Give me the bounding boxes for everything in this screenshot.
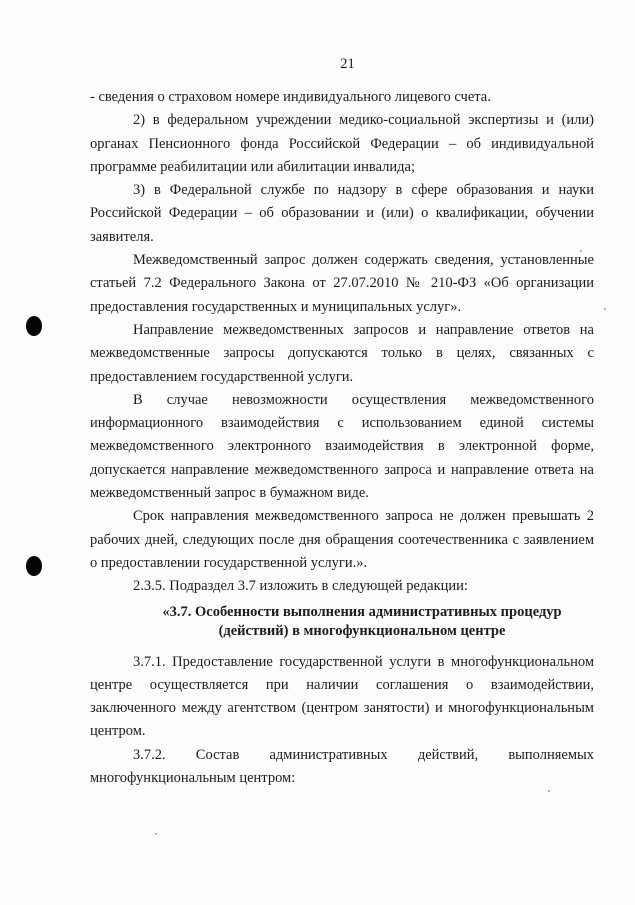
paragraph-3-7-2: 3.7.2. Состав административных действий, выполняемых многофункциональным центром: [90,746,594,787]
paragraph-item-2: 2) в федеральном учреждении медико-социальной экспертизы и (или) органах Пенсионного фонда Российской Федерации – об индивидуальной программе реабилитации или абилитации инвалида; [90,112,594,175]
paragraph-request-deadline: Срок направления межведомственного запроса не должен превышать 2 рабочих дней, следующих после дня обращения соотечественника с заявлением о предоставлении государственной услуги.». [90,508,594,571]
page-number: 21 [340,56,355,72]
scan-speck [155,833,157,835]
scan-speck [604,308,606,310]
document-body [90,86,594,790]
paragraph-3-7-1: 3.7.1. Предоставление государственной услуги в многофункциональном центре осуществляется при наличии соглашения о взаимодействии, заключенного между агентством (центром занятости) и многофункциональным центром. [90,653,594,740]
paragraph-insurance-number: - сведения о страховом номере индивидуального лицевого счета. [90,89,491,105]
paragraph-paper-form: В случае невозможности осуществления межведомственного информационного взаимодействия с использованием единой системы межведомственного электронного взаимодействия в электронной форме, допускается направление межведомственного запроса и направление ответа на межведомственный запрос в бумажном виде. [90,391,594,502]
section-heading: «3.7. Особенности выполнения административных процедур (действий) в многофункциональном центре [162,603,562,639]
paragraph-request-content: Межведомственный запрос должен содержать сведения, установленные статьей 7.2 Федерального Закона от 27.07.2010 № 210-ФЗ «Об организации предоставления государственных и муниципальных услуг». [90,252,594,315]
punch-hole-upper [26,316,42,336]
punch-hole-lower [26,556,42,576]
paragraph-subsection-3-7: 2.3.5. Подраздел 3.7 изложить в следующей редакции: [133,578,468,595]
paragraph-request-purpose: Направление межведомственных запросов и направление ответов на межведомственные запросы допускаются только в целях, связанных с предоставлением государственной услуги. [90,321,594,385]
paragraph-item-3: 3) в Федеральной службе по надзору в сфере образования и науки Российской Федерации – об образовании и (или) о квалификации, обучении заявителя. [90,182,594,245]
